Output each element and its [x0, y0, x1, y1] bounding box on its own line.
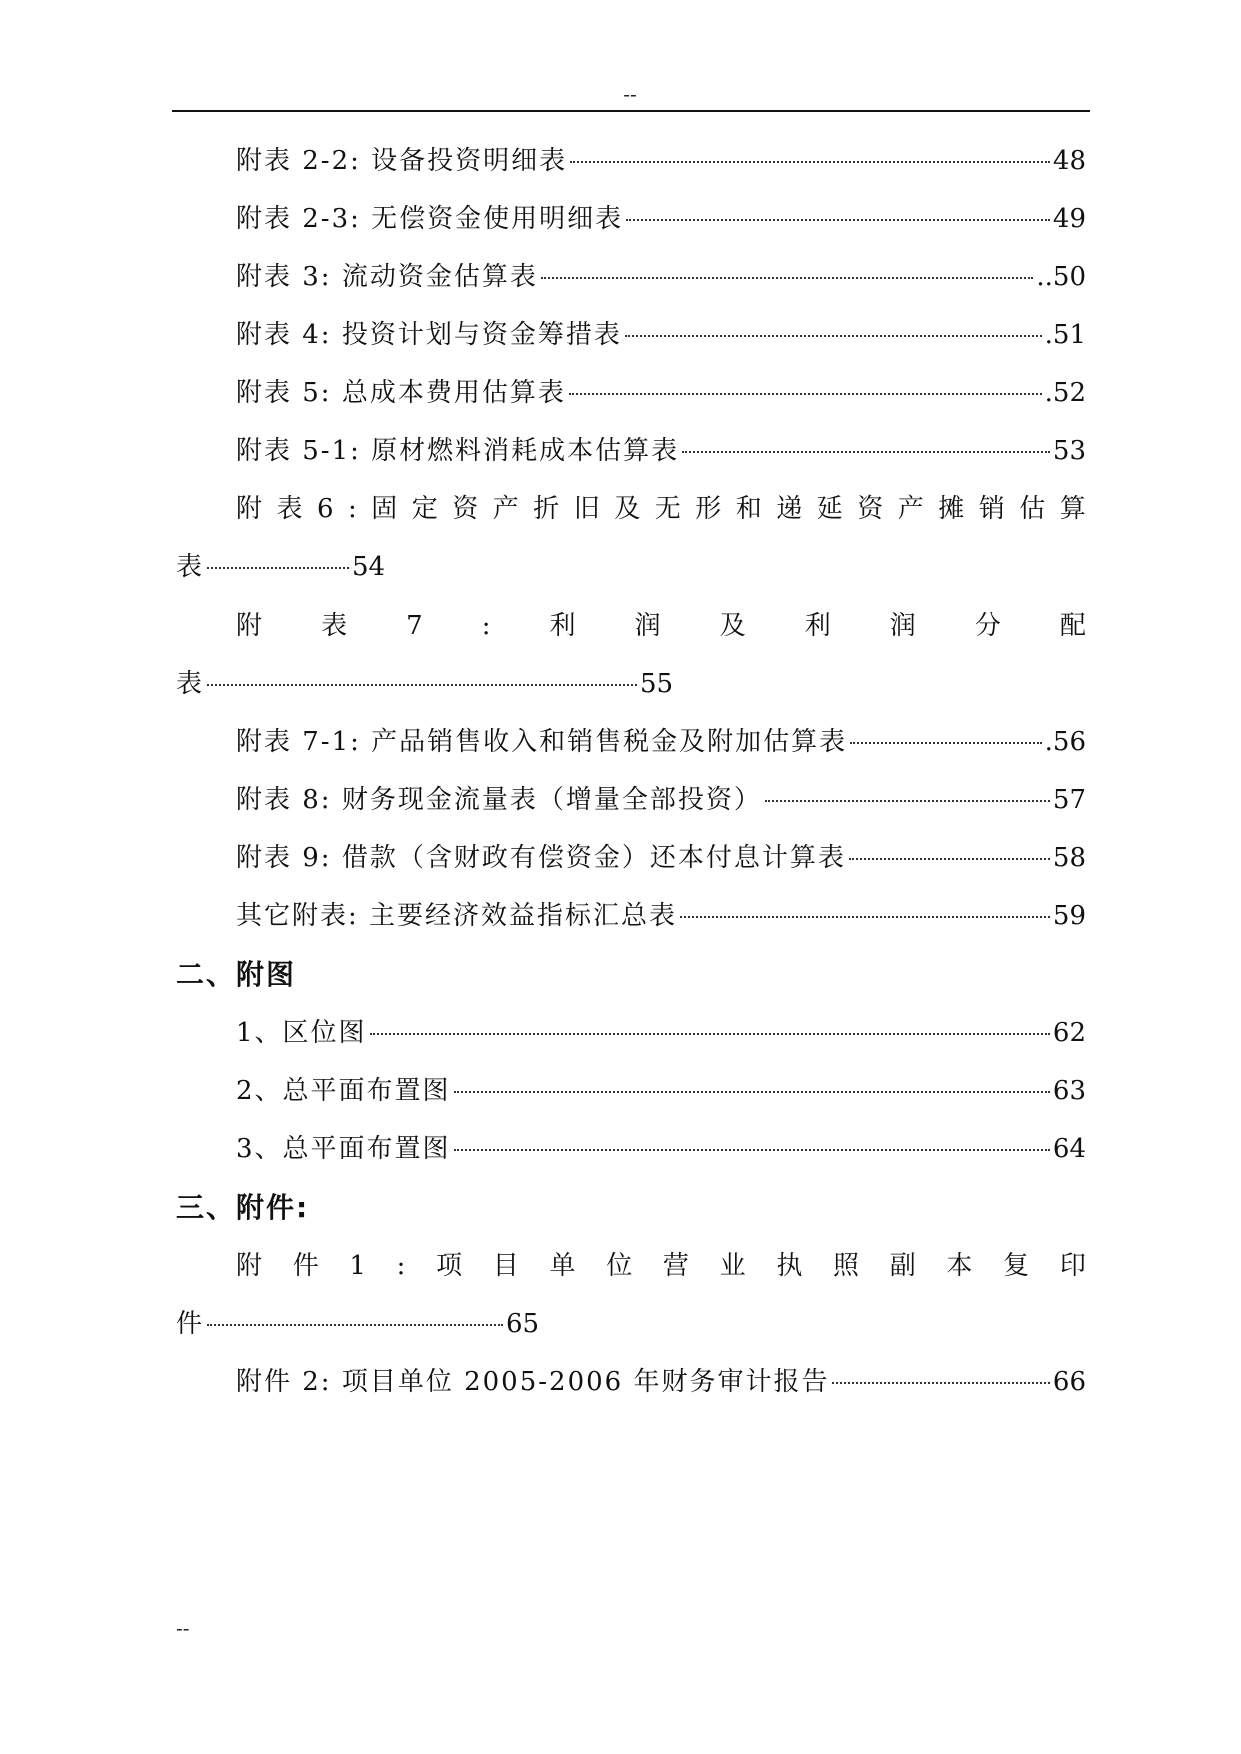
toc-entry-char: 销 — [978, 494, 1005, 524]
toc-entry-char: 及 — [614, 494, 641, 524]
toc-entry-continuation[interactable] — [176, 664, 1086, 704]
toc-leader — [370, 1033, 1050, 1035]
toc-entry-label: 附件 2: 项目单位 2005-2006 年财务审计报告 — [236, 1367, 830, 1397]
toc-leader — [625, 335, 1042, 337]
footer-mark: -- — [176, 1616, 190, 1640]
toc-entry-char: 执 — [776, 1251, 803, 1281]
toc-entry-label: 附表 4: 投资计划与资金筹措表 — [236, 320, 622, 350]
toc-page-number: .56 — [1044, 727, 1086, 757]
toc-entry-label: 其它附表: 主要经济效益指标汇总表 — [236, 901, 678, 931]
toc-leader — [207, 567, 349, 569]
toc-entry[interactable] — [236, 257, 1086, 297]
toc-leader — [682, 451, 1050, 453]
toc-page-number: 54 — [352, 552, 386, 582]
toc-entry[interactable] — [236, 1071, 1086, 1111]
toc-leader — [454, 1091, 1050, 1093]
toc-entry-label: 附表 5-1: 原材燃料消耗成本估算表 — [236, 436, 680, 466]
toc-entry-char: 产 — [492, 494, 519, 524]
toc-page-number: 58 — [1052, 843, 1086, 873]
toc-entry-label: 表 — [176, 552, 205, 582]
toc-entry-char: 和 — [735, 494, 762, 524]
toc-entry-label: 附表 5: 总成本费用估算表 — [236, 378, 566, 408]
toc-entry[interactable] — [236, 199, 1086, 239]
toc-entry-char: 利 — [549, 611, 576, 641]
toc-entry[interactable] — [236, 896, 1086, 936]
toc-leader — [832, 1382, 1049, 1384]
toc-entry-char: 资 — [857, 494, 884, 524]
toc-entry-char: 旧 — [573, 494, 600, 524]
toc-page-number: .52 — [1044, 378, 1086, 408]
toc-page-number: 59 — [1052, 901, 1086, 931]
toc-entry-char: 7 — [406, 611, 423, 641]
toc-entry-char: 位 — [606, 1251, 633, 1281]
toc-entry-char: : — [481, 611, 491, 641]
toc-entry-char: 复 — [1003, 1251, 1030, 1281]
toc-entry-char: 附 — [236, 494, 263, 524]
toc-entry-char: 表 — [321, 611, 348, 641]
toc-page-number: 66 — [1052, 1367, 1086, 1397]
toc-entry-label: 附表 7-1: 产品销售收入和销售税金及附加估算表 — [236, 727, 848, 757]
toc-entry-label: 附表 2-2: 设备投资明细表 — [236, 146, 568, 176]
toc-entry-char: 附 — [236, 611, 263, 641]
toc-entry[interactable] — [236, 1129, 1086, 1169]
toc-leader — [680, 916, 1050, 918]
toc-page-number: 48 — [1052, 146, 1086, 176]
toc-entry-char: : — [348, 494, 357, 524]
toc-entry[interactable] — [236, 1362, 1086, 1402]
toc-entry-label: 2、总平面布置图 — [236, 1076, 451, 1106]
toc-entry-char: 固 — [371, 494, 398, 524]
toc-entry-char: 延 — [816, 494, 843, 524]
toc-leader — [207, 1324, 503, 1326]
toc-entry-char: 递 — [776, 494, 803, 524]
toc-entry[interactable] — [236, 722, 1086, 762]
toc-entry-continuation[interactable] — [176, 1304, 1086, 1344]
toc-entry-char: 营 — [662, 1251, 689, 1281]
toc-entry-char: 本 — [946, 1251, 973, 1281]
toc-entry-label: 件 — [176, 1309, 205, 1339]
toc-entry-char: 定 — [411, 494, 438, 524]
section-heading-attachments[interactable]: 三、附件: — [176, 1191, 310, 1224]
toc-page-number: 65 — [506, 1309, 540, 1339]
toc-entry-char: 副 — [889, 1251, 916, 1281]
toc-page-number: ..50 — [1036, 262, 1086, 292]
toc-entry-char: : — [396, 1251, 406, 1281]
toc-page-number: 63 — [1052, 1076, 1086, 1106]
toc-entry[interactable] — [236, 315, 1086, 355]
toc-entry-label: 1、区位图 — [236, 1018, 367, 1048]
toc-entry-char: 无 — [654, 494, 681, 524]
toc-entry-label: 附表 3: 流动资金估算表 — [236, 262, 538, 292]
toc-entry-char: 件 — [292, 1251, 319, 1281]
toc-entry[interactable] — [236, 838, 1086, 878]
toc-entry-char: 润 — [889, 611, 916, 641]
toc-page-number: 62 — [1052, 1018, 1086, 1048]
toc-entry-char: 资 — [452, 494, 479, 524]
toc-leader — [626, 219, 1050, 221]
toc-entry[interactable] — [236, 431, 1086, 471]
toc-entry-label: 附表 2-3: 无偿资金使用明细表 — [236, 204, 624, 234]
toc-entry-justified[interactable] — [236, 1246, 1086, 1286]
toc-entry-char: 1 — [349, 1251, 366, 1281]
toc-entry-char: 摊 — [938, 494, 965, 524]
toc-page-number: 64 — [1052, 1134, 1086, 1164]
toc-entry-char: 折 — [533, 494, 560, 524]
section-heading-figures[interactable]: 二、附图 — [176, 958, 297, 991]
toc-entry-label: 附表 9: 借款（含财政有偿资金）还本付息计算表 — [236, 843, 846, 873]
toc-page-number: 53 — [1052, 436, 1086, 466]
toc-page-number: 49 — [1052, 204, 1086, 234]
toc-entry-char: 算 — [1059, 494, 1086, 524]
toc-entry-char: 照 — [833, 1251, 860, 1281]
toc-entry-char: 单 — [549, 1251, 576, 1281]
toc-entry-char: 印 — [1059, 1251, 1086, 1281]
header-mark: -- — [623, 82, 637, 106]
toc-entry-char: 及 — [719, 611, 746, 641]
toc-entry-char: 配 — [1059, 611, 1086, 641]
toc-entry-char: 6 — [317, 494, 334, 524]
toc-entry[interactable] — [236, 1013, 1086, 1053]
toc-entry-char: 业 — [719, 1251, 746, 1281]
toc-entry-char: 项 — [436, 1251, 463, 1281]
toc-page-number: 57 — [1052, 785, 1086, 815]
toc-entry-char: 表 — [276, 494, 303, 524]
toc-entry-char: 估 — [1019, 494, 1046, 524]
toc-entry-continuation[interactable] — [176, 547, 1086, 587]
toc-entry-label: 附表 8: 财务现金流量表（增量全部投资） — [236, 785, 762, 815]
toc-entry-justified[interactable] — [236, 489, 1086, 529]
toc-leader — [454, 1149, 1050, 1151]
toc-leader — [765, 800, 1050, 802]
toc-leader — [849, 858, 1050, 860]
toc-page-number: .51 — [1044, 320, 1086, 350]
toc-leader — [541, 277, 1034, 279]
toc-entry-justified[interactable] — [236, 606, 1086, 646]
toc-entry-char: 产 — [897, 494, 924, 524]
toc-entry-char: 利 — [804, 611, 831, 641]
toc-entry-char: 分 — [974, 611, 1001, 641]
toc-entry[interactable] — [236, 141, 1086, 181]
toc-entry-char: 附 — [236, 1251, 263, 1281]
toc-leader — [207, 684, 637, 686]
toc-entry[interactable] — [236, 373, 1086, 413]
toc-leader — [570, 161, 1050, 163]
toc-page-number: 55 — [640, 669, 674, 699]
toc-entry[interactable] — [236, 780, 1086, 820]
toc-leader — [850, 742, 1041, 744]
toc-entry-label: 表 — [176, 669, 205, 699]
toc-entry-char: 形 — [695, 494, 722, 524]
toc-leader — [569, 393, 1042, 395]
toc-entry-char: 润 — [634, 611, 661, 641]
toc-entry-char: 目 — [492, 1251, 519, 1281]
toc-entry-label: 3、总平面布置图 — [236, 1134, 451, 1164]
